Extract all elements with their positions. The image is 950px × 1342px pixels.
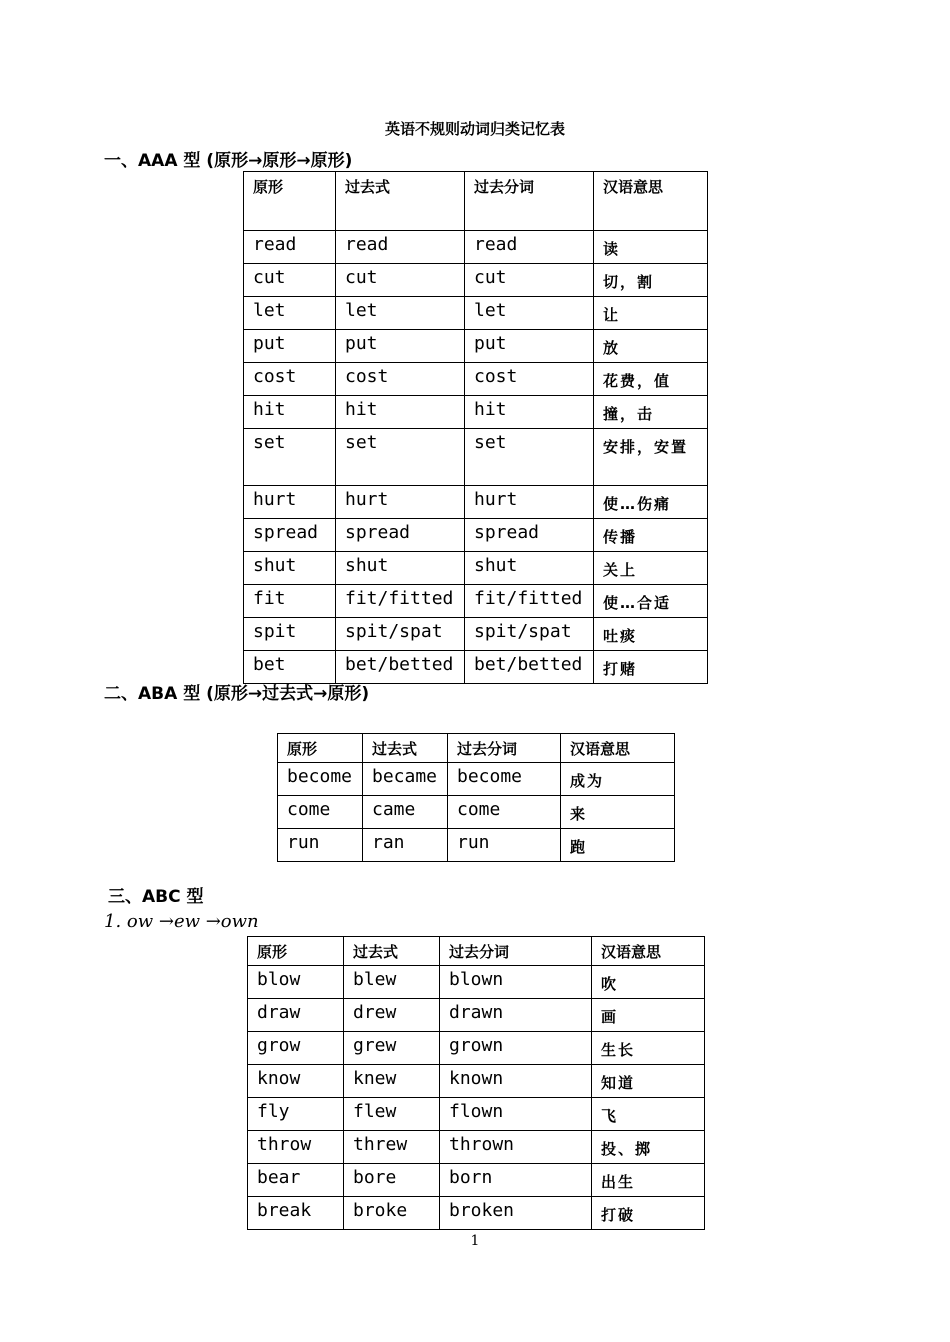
verb-form-cell: drawn bbox=[440, 999, 592, 1032]
section-heading-aaa: 一、AAA 型 (原形→原形→原形) bbox=[104, 151, 353, 171]
verb-form-cell: set bbox=[244, 429, 336, 486]
verb-form-cell: put bbox=[336, 330, 465, 363]
verb-form-cell: blow bbox=[248, 966, 344, 999]
verb-form-cell: set bbox=[465, 429, 594, 486]
column-header: 汉语意思 bbox=[592, 937, 705, 966]
verb-form-cell: hit bbox=[244, 396, 336, 429]
verb-form-cell: know bbox=[248, 1065, 344, 1098]
table-row bbox=[244, 330, 708, 363]
verb-form-cell: grow bbox=[248, 1032, 344, 1065]
column-header: 过去分词 bbox=[440, 937, 592, 966]
verb-form-cell: bore bbox=[344, 1164, 440, 1197]
table-row bbox=[244, 396, 708, 429]
verb-form-cell: read bbox=[244, 231, 336, 264]
table-row bbox=[248, 1065, 705, 1098]
verb-form-cell: draw bbox=[248, 999, 344, 1032]
verb-form-cell: spread bbox=[244, 519, 336, 552]
meaning-cell: 让 bbox=[594, 297, 708, 330]
verb-form-cell: let bbox=[465, 297, 594, 330]
verb-form-cell: drew bbox=[344, 999, 440, 1032]
meaning-cell: 画 bbox=[592, 999, 705, 1032]
table-row bbox=[244, 231, 708, 264]
meaning-cell: 打破 bbox=[592, 1197, 705, 1230]
verb-form-cell: grew bbox=[344, 1032, 440, 1065]
verb-form-cell: come bbox=[448, 796, 561, 829]
meaning-cell: 生长 bbox=[592, 1032, 705, 1065]
verb-form-cell: cut bbox=[244, 264, 336, 297]
verb-table-aba bbox=[277, 733, 675, 862]
verb-form-cell: blew bbox=[344, 966, 440, 999]
meaning-cell: 出生 bbox=[592, 1164, 705, 1197]
verb-form-cell: bet/betted bbox=[465, 651, 594, 684]
table-row bbox=[244, 519, 708, 552]
meaning-cell: 飞 bbox=[592, 1098, 705, 1131]
meaning-cell: 读 bbox=[594, 231, 708, 264]
verb-form-cell: hit bbox=[465, 396, 594, 429]
verb-form-cell: became bbox=[363, 763, 448, 796]
verb-form-cell: blown bbox=[440, 966, 592, 999]
verb-form-cell: let bbox=[244, 297, 336, 330]
column-header: 汉语意思 bbox=[561, 734, 675, 763]
column-header: 汉语意思 bbox=[594, 172, 708, 231]
meaning-cell: 吐痰 bbox=[594, 618, 708, 651]
verb-form-cell: shut bbox=[336, 552, 465, 585]
table-row bbox=[248, 1032, 705, 1065]
document-title: 英语不规则动词归类记忆表 bbox=[384, 120, 565, 138]
verb-form-cell: cut bbox=[465, 264, 594, 297]
table-row bbox=[248, 966, 705, 999]
meaning-cell: 跑 bbox=[561, 829, 675, 862]
column-header: 原形 bbox=[244, 172, 336, 231]
verb-form-cell: ran bbox=[363, 829, 448, 862]
meaning-cell: 投、掷 bbox=[592, 1131, 705, 1164]
verb-form-cell: spread bbox=[336, 519, 465, 552]
verb-form-cell: threw bbox=[344, 1131, 440, 1164]
verb-form-cell: fit bbox=[244, 585, 336, 618]
column-header: 过去式 bbox=[344, 937, 440, 966]
table-row bbox=[248, 1098, 705, 1131]
table-row bbox=[248, 999, 705, 1032]
meaning-cell: 使…伤痛 bbox=[594, 486, 708, 519]
verb-form-cell: broke bbox=[344, 1197, 440, 1230]
table-row bbox=[278, 763, 675, 796]
verb-form-cell: born bbox=[440, 1164, 592, 1197]
column-header: 原形 bbox=[248, 937, 344, 966]
verb-form-cell: flew bbox=[344, 1098, 440, 1131]
table-header-row bbox=[248, 937, 705, 966]
verb-form-cell: spit/spat bbox=[336, 618, 465, 651]
table-row bbox=[244, 264, 708, 297]
verb-form-cell: hurt bbox=[336, 486, 465, 519]
verb-form-cell: spit bbox=[244, 618, 336, 651]
verb-form-cell: hit bbox=[336, 396, 465, 429]
verb-form-cell: put bbox=[465, 330, 594, 363]
verb-form-cell: hurt bbox=[465, 486, 594, 519]
meaning-cell: 切，割 bbox=[594, 264, 708, 297]
section-heading-abc: 三、ABC 型 bbox=[108, 887, 204, 907]
verb-form-cell: cost bbox=[336, 363, 465, 396]
verb-form-cell: broken bbox=[440, 1197, 592, 1230]
verb-form-cell: cost bbox=[465, 363, 594, 396]
verb-form-cell: bet/betted bbox=[336, 651, 465, 684]
table-header-row bbox=[278, 734, 675, 763]
meaning-cell: 放 bbox=[594, 330, 708, 363]
table-row bbox=[244, 552, 708, 585]
verb-form-cell: bet bbox=[244, 651, 336, 684]
meaning-cell: 知道 bbox=[592, 1065, 705, 1098]
table-row bbox=[244, 585, 708, 618]
verb-form-cell: run bbox=[278, 829, 363, 862]
verb-form-cell: cost bbox=[244, 363, 336, 396]
verb-form-cell: read bbox=[336, 231, 465, 264]
verb-form-cell: hurt bbox=[244, 486, 336, 519]
column-header: 过去分词 bbox=[465, 172, 594, 231]
verb-form-cell: read bbox=[465, 231, 594, 264]
verb-form-cell: thrown bbox=[440, 1131, 592, 1164]
verb-form-cell: came bbox=[363, 796, 448, 829]
verb-table-aaa bbox=[243, 171, 708, 684]
verb-form-cell: fly bbox=[248, 1098, 344, 1131]
meaning-cell: 传播 bbox=[594, 519, 708, 552]
verb-form-cell: shut bbox=[244, 552, 336, 585]
verb-form-cell: shut bbox=[465, 552, 594, 585]
verb-form-cell: knew bbox=[344, 1065, 440, 1098]
column-header: 过去式 bbox=[336, 172, 465, 231]
page-number: 1 bbox=[470, 1233, 480, 1249]
verb-form-cell: flown bbox=[440, 1098, 592, 1131]
table-row bbox=[278, 796, 675, 829]
table-row bbox=[244, 429, 708, 486]
table-row bbox=[248, 1164, 705, 1197]
meaning-cell: 打赌 bbox=[594, 651, 708, 684]
table-row bbox=[244, 297, 708, 330]
column-header: 过去式 bbox=[363, 734, 448, 763]
table-row bbox=[248, 1197, 705, 1230]
column-header: 过去分词 bbox=[448, 734, 561, 763]
table-row bbox=[244, 486, 708, 519]
verb-form-cell: fit/fitted bbox=[465, 585, 594, 618]
column-header: 原形 bbox=[278, 734, 363, 763]
section-heading-aba: 二、ABA 型 (原形→过去式→原形) bbox=[104, 684, 370, 704]
table-row bbox=[248, 1131, 705, 1164]
verb-form-cell: come bbox=[278, 796, 363, 829]
verb-form-cell: cut bbox=[336, 264, 465, 297]
verb-form-cell: known bbox=[440, 1065, 592, 1098]
verb-form-cell: put bbox=[244, 330, 336, 363]
verb-form-cell: spit/spat bbox=[465, 618, 594, 651]
meaning-cell: 安排，安置 bbox=[594, 429, 708, 486]
meaning-cell: 撞，击 bbox=[594, 396, 708, 429]
verb-form-cell: run bbox=[448, 829, 561, 862]
verb-form-cell: set bbox=[336, 429, 465, 486]
meaning-cell: 使…合适 bbox=[594, 585, 708, 618]
verb-form-cell: let bbox=[336, 297, 465, 330]
meaning-cell: 来 bbox=[561, 796, 675, 829]
verb-form-cell: spread bbox=[465, 519, 594, 552]
verb-form-cell: bear bbox=[248, 1164, 344, 1197]
verb-form-cell: throw bbox=[248, 1131, 344, 1164]
table-header-row bbox=[244, 172, 708, 231]
verb-form-cell: become bbox=[278, 763, 363, 796]
verb-form-cell: break bbox=[248, 1197, 344, 1230]
meaning-cell: 成为 bbox=[561, 763, 675, 796]
verb-form-cell: fit/fitted bbox=[336, 585, 465, 618]
table-row bbox=[244, 618, 708, 651]
subheading-ow-ew-own: 1. ow →ew →own bbox=[104, 911, 259, 932]
verb-form-cell: become bbox=[448, 763, 561, 796]
table-row bbox=[278, 829, 675, 862]
meaning-cell: 花费，值 bbox=[594, 363, 708, 396]
verb-table-abc bbox=[247, 936, 705, 1230]
meaning-cell: 关上 bbox=[594, 552, 708, 585]
verb-form-cell: grown bbox=[440, 1032, 592, 1065]
table-row bbox=[244, 363, 708, 396]
meaning-cell: 吹 bbox=[592, 966, 705, 999]
